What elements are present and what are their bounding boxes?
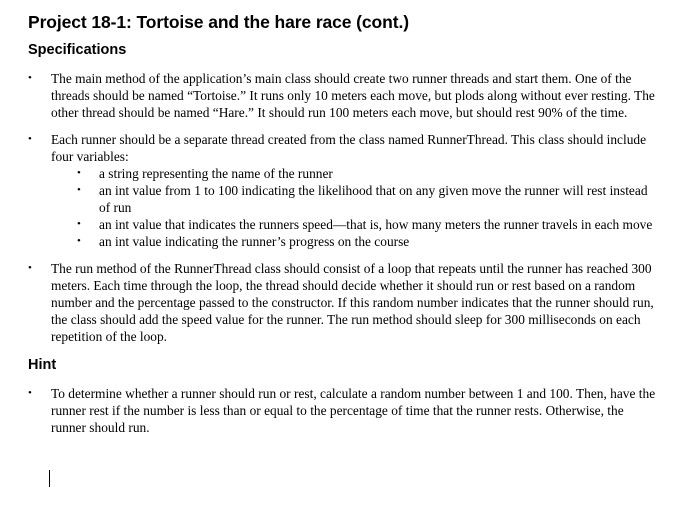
- hint-item-text: To determine whether a runner should run or rest, calculate a random number between 1 and 100. Then, have the runner rest if the number is less than or equal to the percentage of time that the runner rests. Otherwise, the runner should run.: [51, 386, 656, 435]
- sub-item-text: a string representing the name of the runner: [99, 166, 333, 181]
- bullet-icon: •: [28, 133, 32, 145]
- bullet-icon: •: [77, 167, 81, 179]
- sub-list-item: [51, 182, 658, 216]
- hint-heading: Hint: [28, 357, 57, 373]
- bullet-icon: •: [77, 235, 81, 247]
- bullet-icon: •: [77, 218, 81, 230]
- variables-sublist: [51, 165, 658, 250]
- hint-list: [28, 385, 658, 436]
- sub-item-text: an int value from 1 to 100 indicating the likelihood that on any given move the runner will rest instead of run: [99, 183, 648, 215]
- spec-item: [28, 131, 658, 250]
- specifications-list: [28, 70, 658, 345]
- bullet-icon: •: [28, 262, 32, 274]
- spec-item-text: Each runner should be a separate thread created from the class named RunnerThread. This class should include four variables:: [51, 132, 647, 164]
- sub-list-item: [51, 233, 658, 250]
- text-cursor[interactable]: [49, 470, 50, 487]
- specifications-heading: Specifications: [28, 42, 127, 58]
- spec-item: [28, 70, 658, 121]
- sub-item-text: an int value indicating the runner’s progress on the course: [99, 234, 410, 249]
- bullet-icon: •: [28, 72, 32, 84]
- bullet-icon: •: [28, 387, 32, 399]
- sub-list-item: [51, 216, 658, 233]
- bullet-icon: •: [77, 184, 81, 196]
- hint-item: [28, 385, 658, 436]
- spec-item: [28, 260, 658, 345]
- spec-item-text: The main method of the application’s main class should create two runner threads and start them. One of the threads should be named “Tortoise.” It runs only 10 meters each move, but plods along without ever resting. The other thread should be named “Hare.” It should run 100 meters each move, but should rest 90% of the time.: [51, 71, 655, 120]
- page-title: Project 18-1: Tortoise and the hare race (cont.): [28, 12, 409, 32]
- document-page: [28, 10, 658, 446]
- sub-list-item: [51, 165, 658, 182]
- sub-item-text: an int value that indicates the runners speed—that is, how many meters the runner travels in each move: [99, 217, 653, 232]
- spec-item-text: The run method of the RunnerThread class should consist of a loop that repeats until the runner has reached 300 meters. Each time through the loop, the thread should decide whether it should run or rest based on a random number and the percentage passed to the constructor. If this random number indicates that the runner should run, the class should add the speed value for the runner. The run method should sleep for 300 milliseconds on each repetition of the loop.: [51, 261, 654, 344]
